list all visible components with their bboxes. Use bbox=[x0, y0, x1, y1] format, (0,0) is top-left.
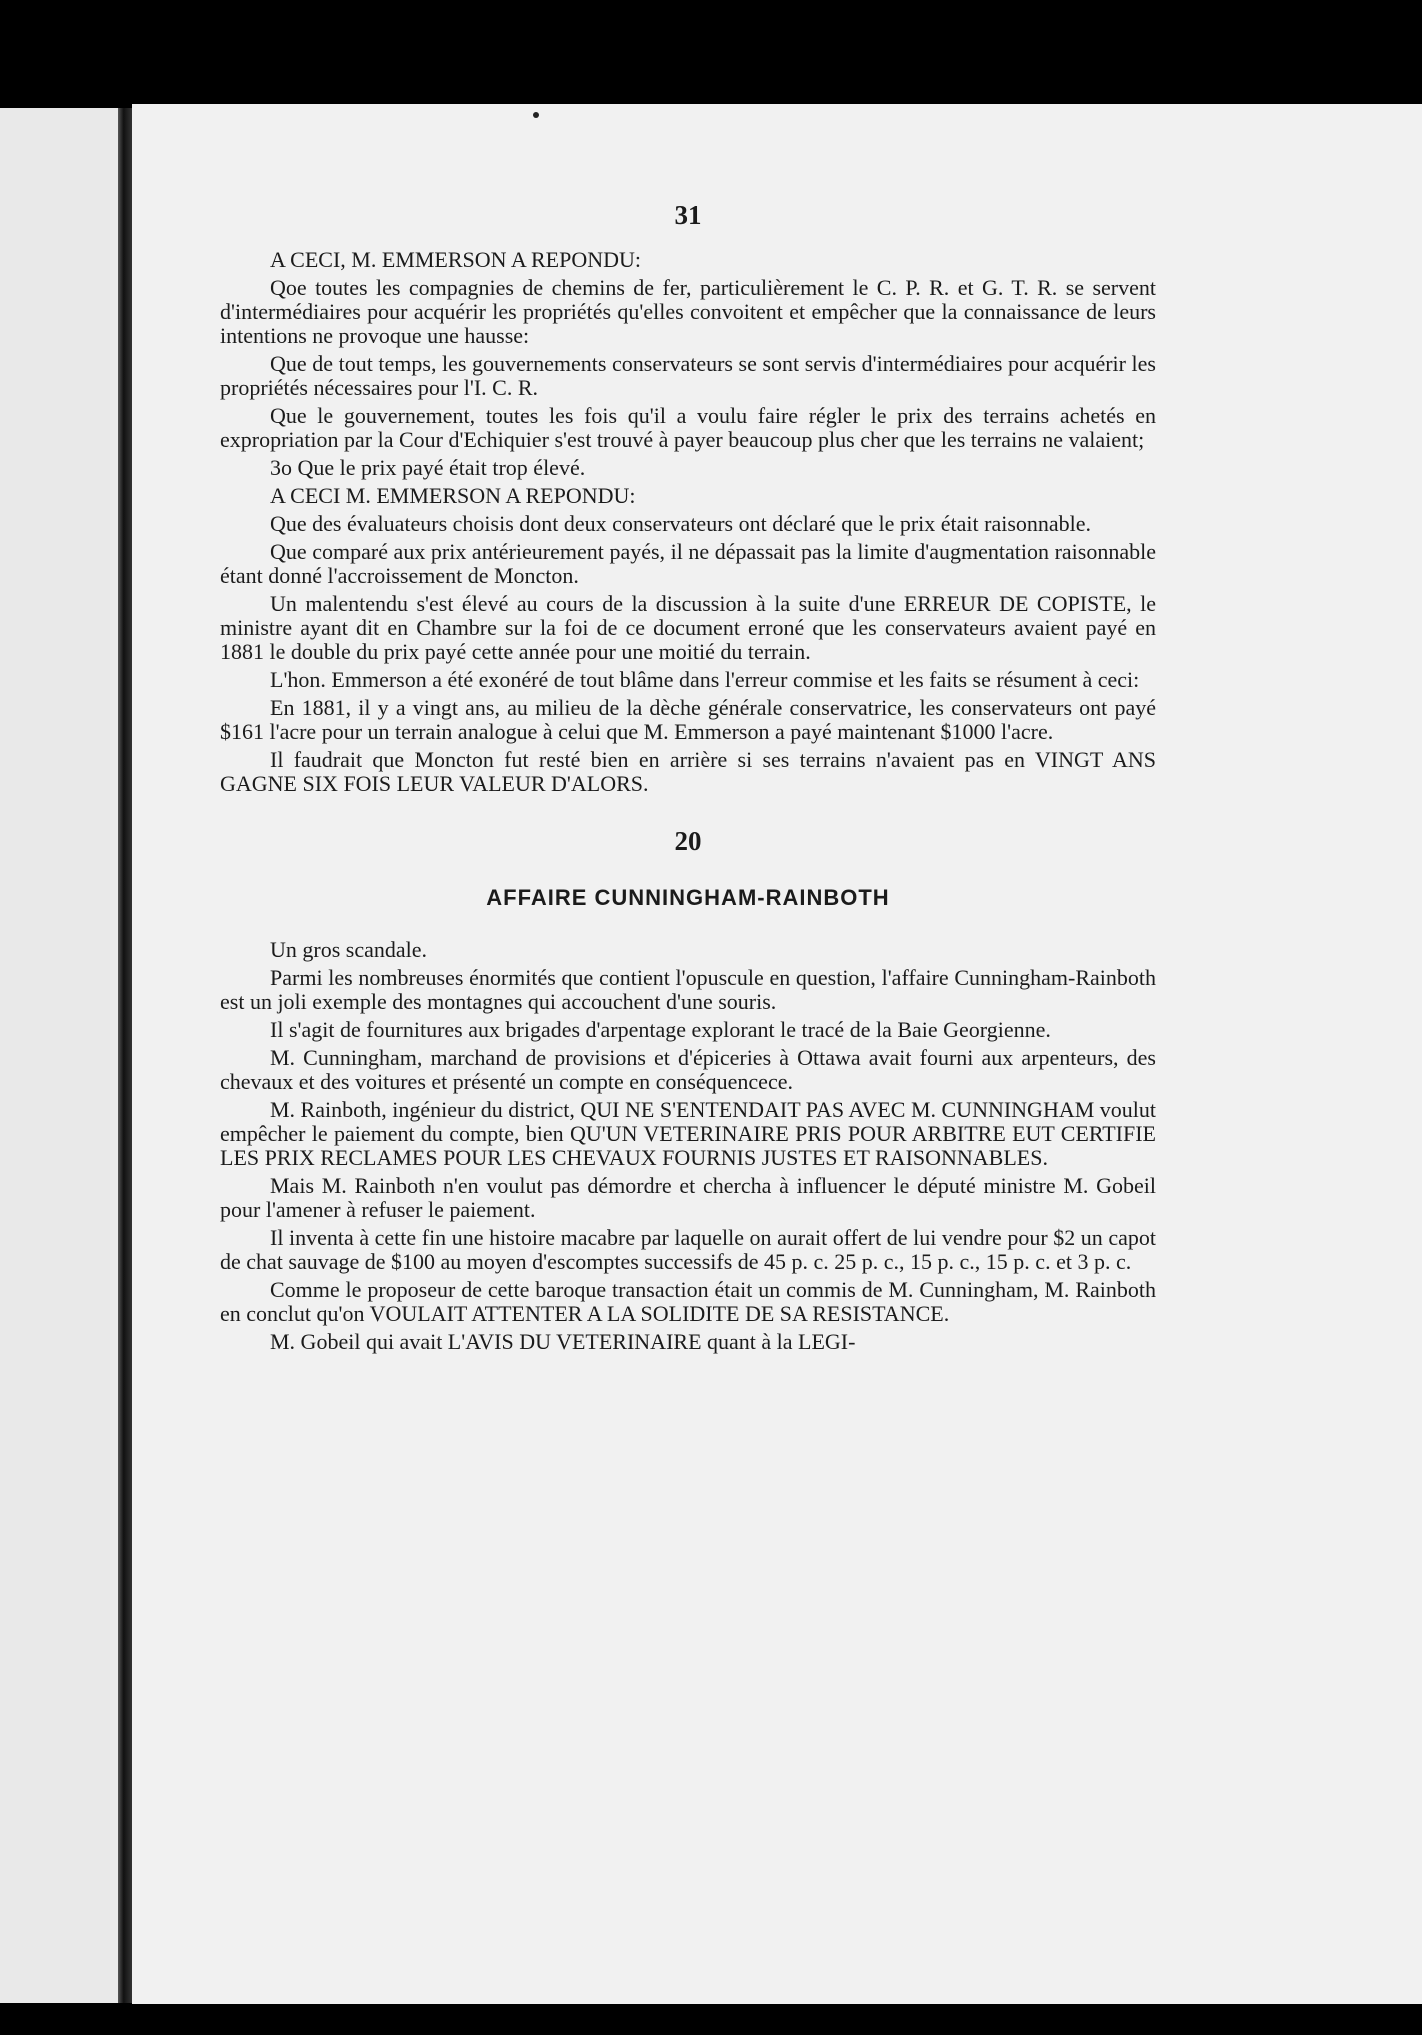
section-title: AFFAIRE CUNNINGHAM-RAINBOTH bbox=[486, 885, 890, 910]
paragraph: M. Cunningham, marchand de provisions et d'épiceries à Ottawa avait fourni aux arpenteurs, des chevaux et des voitures et présenté un compte en conséquencece. bbox=[220, 1045, 1156, 1094]
paragraph: Que des évaluateurs choisis dont deux conservateurs ont déclaré que le prix était raisonnable. bbox=[270, 511, 1092, 536]
section-number: 20 bbox=[674, 826, 702, 856]
paragraph: A CECI M. EMMERSON A REPONDU: bbox=[270, 483, 636, 508]
paragraph: Un gros scandale. bbox=[270, 937, 428, 962]
paragraph: Il s'agit de fournitures aux brigades d'arpentage explorant le tracé de la Baie Georgienne. bbox=[270, 1017, 1051, 1042]
paragraph: 3o Que le prix payé était trop élevé. bbox=[270, 455, 586, 480]
paragraph: Qoe toutes les compagnies de chemins de fer, particulièrement le C. P. R. et G. T. R. se servent d'intermédiaires pour acquérir les propriétés qu'elles convoitent et empêcher que la connaissance de leurs intentions ne provoque une hausse: bbox=[220, 275, 1156, 348]
paragraph: M. Rainboth, ingénieur du district, QUI NE S'ENTENDAIT PAS AVEC M. CUNNINGHAM voulut empêcher le paiement du compte, bien QU'UN VETERINAIRE PRIS POUR ARBITRE EUT CERTIFIE LES PRIX RECLAMES POUR LES CHEVAUX FOURNIS JUSTES ET RAISONNABLES. bbox=[220, 1097, 1157, 1170]
paragraph: Comme le proposeur de cette baroque transaction était un commis de M. Cunningham, M. Rainboth en conclut qu'on VOULAIT ATTENTER A LA SOLIDITE DE SA RESISTANCE. bbox=[220, 1277, 1156, 1326]
paragraph: En 1881, il y a vingt ans, au milieu de la dèche générale conservatrice, les conservateurs ont payé $161 l'acre pour un terrain analogue à celui que M. Emmerson a payé maintenant $1000 l'acre. bbox=[220, 695, 1156, 744]
page-mark bbox=[533, 112, 539, 118]
paragraph: Il faudrait que Moncton fut resté bien en arrière si ses terrains n'avaient pas en VINGT ANS GAGNE SIX FOIS LEUR VALEUR D'ALORS. bbox=[220, 747, 1156, 796]
paragraph: Il inventa à cette fin une histoire macabre par laquelle on aurait offert de lui vendre pour $2 un capot de chat sauvage de $100 au moyen d'escomptes successifs de 45 p. c. 25 p. c., 15 p. c., 15 p. c. et 3 p. c. bbox=[220, 1225, 1156, 1274]
paragraph: M. Gobeil qui avait L'AVIS DU VETERINAIRE quant à la LEGI- bbox=[270, 1329, 856, 1354]
book-gutter bbox=[118, 108, 132, 2003]
bottom-text-block bbox=[220, 938, 1156, 1354]
paragraph: Que de tout temps, les gouvernements conservateurs se sont servis d'intermédiaires pour acquérir les propriétés nécessaires pour l'I. C. R. bbox=[220, 351, 1156, 400]
paragraph: L'hon. Emmerson a été exonéré de tout blâme dans l'erreur commise et les faits se résument à ceci: bbox=[270, 667, 1140, 692]
page-content bbox=[220, 200, 1156, 1358]
page-number: 31 bbox=[674, 200, 702, 230]
paragraph: Mais M. Rainboth n'en voulut pas démordre et chercha à influencer le député ministre M. Gobeil pour l'amener à refuser le paiement. bbox=[220, 1173, 1156, 1222]
top-text-block bbox=[220, 248, 1156, 796]
paragraph: Parmi les nombreuses énormités que contient l'opuscule en question, l'affaire Cunningham-Rainboth est un joli exemple des montagnes qui accouchent d'une souris. bbox=[220, 965, 1156, 1014]
paragraph: A CECI, M. EMMERSON A REPONDU: bbox=[270, 247, 642, 272]
paragraph: Que comparé aux prix antérieurement payés, il ne dépassait pas la limite d'augmentation raisonnable étant donné l'accroissement de Moncton. bbox=[220, 539, 1156, 588]
left-page-edge bbox=[0, 108, 132, 2003]
paragraph: Que le gouvernement, toutes les fois qu'il a voulu faire régler le prix des terrains achetés en expropriation par la Cour d'Echiquier s'est trouvé à payer beaucoup plus cher que les terrains ne valaient; bbox=[220, 403, 1156, 452]
paragraph: Un malentendu s'est élevé au cours de la discussion à la suite d'une ERREUR DE COPISTE, le ministre ayant dit en Chambre sur la foi de ce document erroné que les conservateurs avaient payé en 1881 le double du prix payé cette année pour une moitié du terrain. bbox=[220, 591, 1156, 664]
